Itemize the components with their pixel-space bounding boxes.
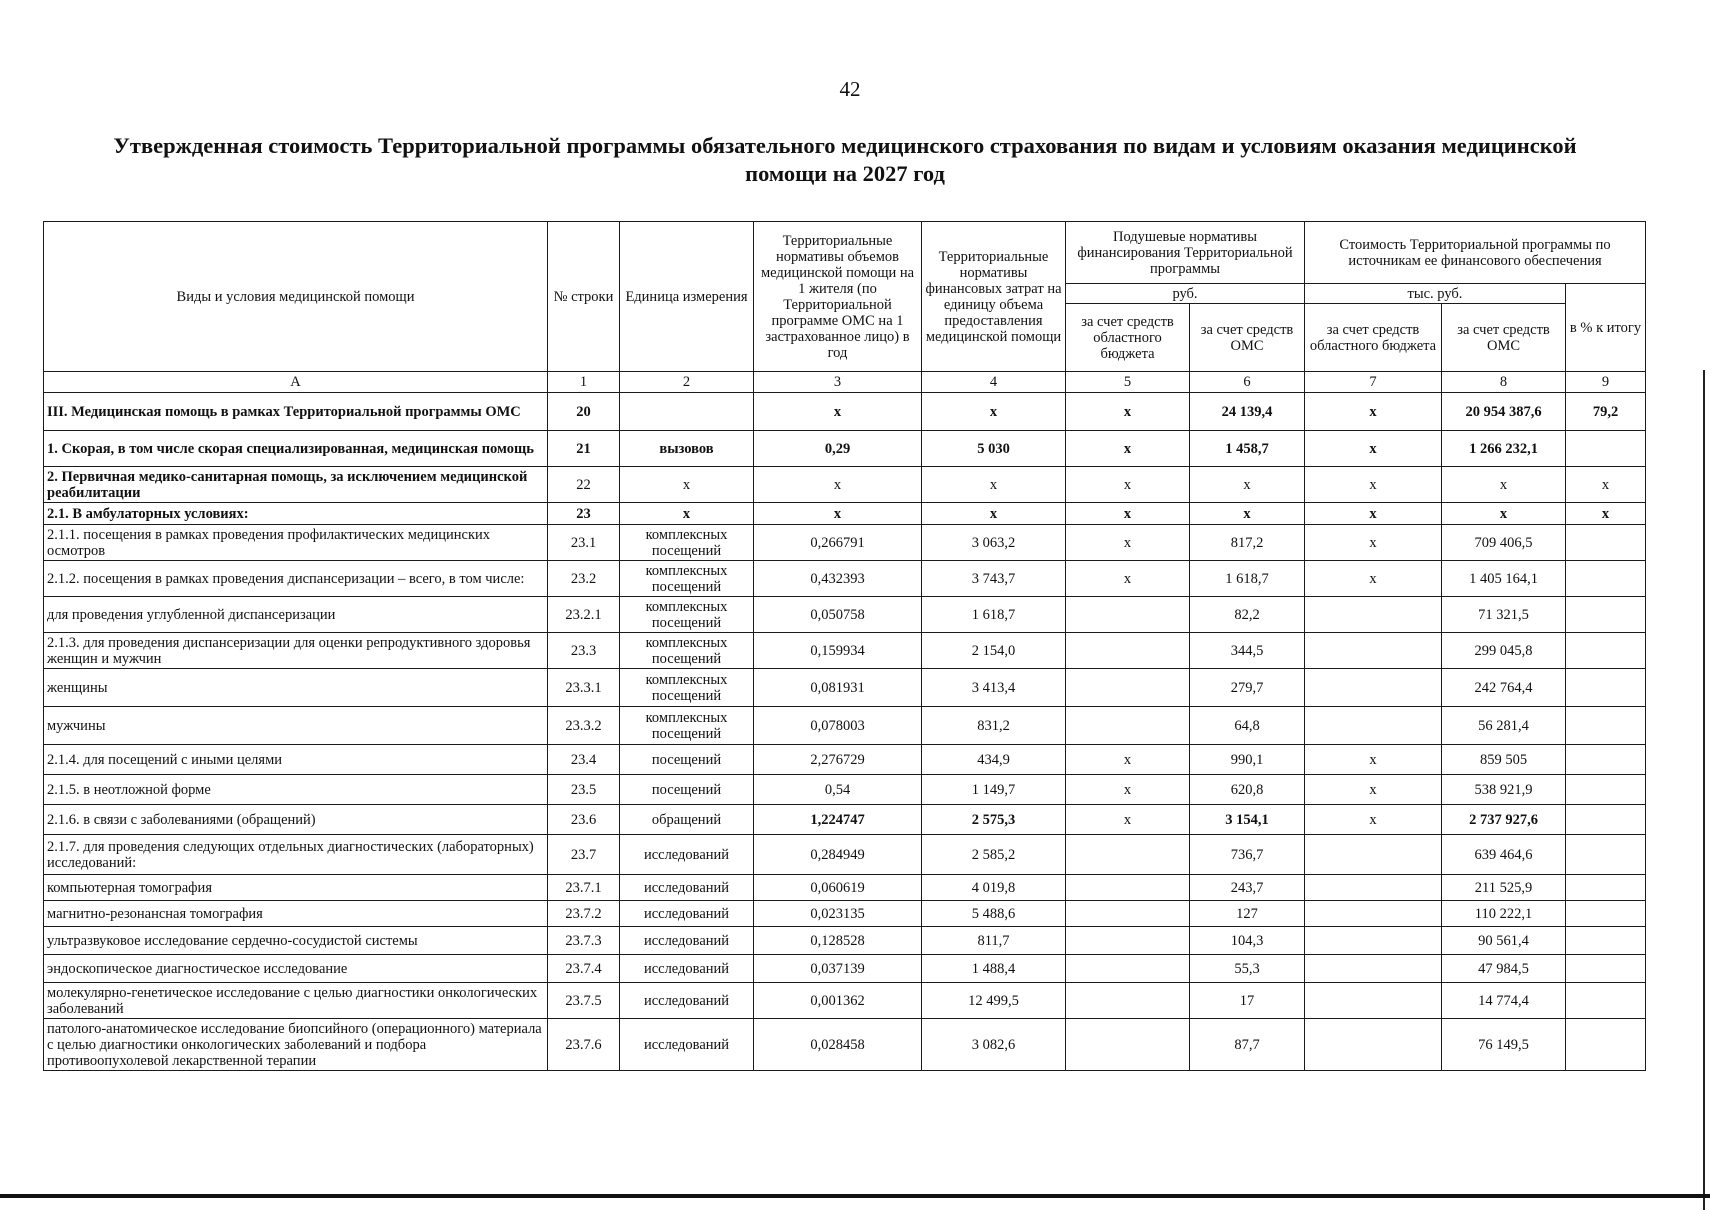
percent-cell <box>1566 561 1646 597</box>
cost-oms-cell: x <box>1442 503 1566 525</box>
header-regional-budget: за счет средств областного бюджета <box>1066 304 1190 372</box>
percapita-budget-cell: x <box>1066 467 1190 503</box>
volume-cell: x <box>754 467 922 503</box>
percapita-oms-cell: 3 154,1 <box>1190 805 1305 835</box>
row-number-cell: 23.3.1 <box>548 669 620 707</box>
table-row <box>44 835 1646 875</box>
header-percent-of-total: в % к итогу <box>1566 284 1646 372</box>
percapita-budget-cell <box>1066 633 1190 669</box>
percent-cell <box>1566 633 1646 669</box>
unit-cell: исследований <box>620 875 754 901</box>
table-row <box>44 875 1646 901</box>
type-cell: 2.1.6. в связи с заболеваниями (обращений) <box>44 805 548 835</box>
percent-cell <box>1566 983 1646 1019</box>
percapita-budget-cell: x <box>1066 745 1190 775</box>
cost-cell: 3 413,4 <box>922 669 1066 707</box>
type-cell: 2.1.1. посещения в рамках проведения профилактических медицинских осмотров <box>44 525 548 561</box>
cost-budget-cell: x <box>1305 503 1442 525</box>
column-number-cell: 5 <box>1066 372 1190 393</box>
cost-oms-cell: 639 464,6 <box>1442 835 1566 875</box>
type-cell: ультразвуковое исследование сердечно-сосудистой системы <box>44 927 548 955</box>
cost-budget-cell <box>1305 875 1442 901</box>
header-types: Виды и условия медицинской помощи <box>44 222 548 372</box>
type-cell: молекулярно-генетическое исследование с целью диагностики онкологических заболеваний <box>44 983 548 1019</box>
percent-cell <box>1566 707 1646 745</box>
scan-bottom-rule <box>0 1194 1710 1198</box>
percapita-oms-cell: 990,1 <box>1190 745 1305 775</box>
type-cell: компьютерная томография <box>44 875 548 901</box>
percent-cell: x <box>1566 503 1646 525</box>
header-per-capita-group: Подушевые нормативы финансирования Территориальной программы <box>1066 222 1305 284</box>
volume-cell: 2,276729 <box>754 745 922 775</box>
percapita-budget-cell: x <box>1066 431 1190 467</box>
table-row <box>44 901 1646 927</box>
percent-cell <box>1566 597 1646 633</box>
percapita-oms-cell: 64,8 <box>1190 707 1305 745</box>
unit-cell: комплексных посещений <box>620 707 754 745</box>
unit-cell: исследований <box>620 955 754 983</box>
cost-budget-cell <box>1305 707 1442 745</box>
header-regional-budget-cost: за счет средств областного бюджета <box>1305 304 1442 372</box>
cost-oms-cell: 299 045,8 <box>1442 633 1566 669</box>
type-cell: магнитно-резонансная томография <box>44 901 548 927</box>
cost-oms-cell: 1 405 164,1 <box>1442 561 1566 597</box>
type-cell: 2.1.5. в неотложной форме <box>44 775 548 805</box>
percapita-budget-cell: x <box>1066 775 1190 805</box>
row-number-cell: 23.2.1 <box>548 597 620 633</box>
table-row <box>44 503 1646 525</box>
percapita-budget-cell <box>1066 927 1190 955</box>
percapita-oms-cell: 82,2 <box>1190 597 1305 633</box>
percapita-oms-cell: 1 458,7 <box>1190 431 1305 467</box>
volume-cell: 0,023135 <box>754 901 922 927</box>
type-cell: 2.1. В амбулаторных условиях: <box>44 503 548 525</box>
cost-cell: 12 499,5 <box>922 983 1066 1019</box>
percapita-oms-cell: 104,3 <box>1190 927 1305 955</box>
volume-cell: 0,050758 <box>754 597 922 633</box>
percent-cell <box>1566 775 1646 805</box>
percent-cell <box>1566 835 1646 875</box>
cost-oms-cell: 71 321,5 <box>1442 597 1566 633</box>
percapita-oms-cell: 344,5 <box>1190 633 1305 669</box>
percent-cell: 79,2 <box>1566 393 1646 431</box>
cost-oms-cell: 709 406,5 <box>1442 525 1566 561</box>
unit-cell: вызовов <box>620 431 754 467</box>
unit-cell: исследований <box>620 983 754 1019</box>
header-cost-norm: Территориальные нормативы финансовых затрат на единицу объема предоставления медицинской помощи <box>922 222 1066 372</box>
type-cell: эндоскопическое диагностическое исследование <box>44 955 548 983</box>
table-row <box>44 431 1646 467</box>
cost-cell: x <box>922 503 1066 525</box>
unit-cell: исследований <box>620 901 754 927</box>
cost-oms-cell: 47 984,5 <box>1442 955 1566 983</box>
cost-budget-cell: x <box>1305 467 1442 503</box>
cost-cell: 3 082,6 <box>922 1019 1066 1071</box>
unit-cell: посещений <box>620 745 754 775</box>
volume-cell: 0,29 <box>754 431 922 467</box>
volume-cell: 0,159934 <box>754 633 922 669</box>
header-row-number: № строки <box>548 222 620 372</box>
column-number-cell: 4 <box>922 372 1066 393</box>
row-number-cell: 21 <box>548 431 620 467</box>
type-cell: 2.1.7. для проведения следующих отдельных диагностических (лабораторных) исследований: <box>44 835 548 875</box>
unit-cell: исследований <box>620 927 754 955</box>
unit-cell: комплексных посещений <box>620 669 754 707</box>
table-row <box>44 597 1646 633</box>
header-volume-norm: Территориальные нормативы объемов медицинской помощи на 1 жителя (по Территориальной программе ОМС на 1 застрахованное лицо) в год <box>754 222 922 372</box>
table-row <box>44 633 1646 669</box>
table-row <box>44 1019 1646 1071</box>
row-number-cell: 20 <box>548 393 620 431</box>
table-row <box>44 745 1646 775</box>
percent-cell <box>1566 745 1646 775</box>
cost-oms-cell: 538 921,9 <box>1442 775 1566 805</box>
cost-budget-cell <box>1305 669 1442 707</box>
volume-cell: 0,060619 <box>754 875 922 901</box>
volume-cell: 0,037139 <box>754 955 922 983</box>
page-number: 42 <box>839 77 861 101</box>
row-number-cell: 23.7.5 <box>548 983 620 1019</box>
cost-budget-cell <box>1305 597 1442 633</box>
volume-cell: 0,028458 <box>754 1019 922 1071</box>
row-number-cell: 23.7.2 <box>548 901 620 927</box>
cost-budget-cell <box>1305 955 1442 983</box>
row-number-cell: 22 <box>548 467 620 503</box>
percapita-oms-cell: 243,7 <box>1190 875 1305 901</box>
column-number-cell: 6 <box>1190 372 1305 393</box>
cost-oms-cell: 76 149,5 <box>1442 1019 1566 1071</box>
percapita-oms-cell: 620,8 <box>1190 775 1305 805</box>
percent-cell <box>1566 875 1646 901</box>
cost-budget-cell: x <box>1305 525 1442 561</box>
percapita-budget-cell <box>1066 983 1190 1019</box>
cost-cell: 811,7 <box>922 927 1066 955</box>
column-number-row <box>44 372 1646 393</box>
cost-oms-cell: 14 774,4 <box>1442 983 1566 1019</box>
unit-cell: комплексных посещений <box>620 633 754 669</box>
percent-cell <box>1566 1019 1646 1071</box>
document-title: Утвержденная стоимость Территориальной программы обязательного медицинского страхования по видам и условиям оказания медицинской помощи на 2027 год <box>113 133 1577 186</box>
cost-cell: 4 019,8 <box>922 875 1066 901</box>
cost-oms-cell: 2 737 927,6 <box>1442 805 1566 835</box>
type-cell: 1. Скорая, в том числе скорая специализированная, медицинская помощь <box>44 431 548 467</box>
percent-cell: x <box>1566 467 1646 503</box>
row-number-cell: 23.2 <box>548 561 620 597</box>
volume-cell: 0,54 <box>754 775 922 805</box>
table-row <box>44 983 1646 1019</box>
unit-cell: комплексных посещений <box>620 561 754 597</box>
header-unit: Единица измерения <box>620 222 754 372</box>
header-oms-cost: за счет средств ОМС <box>1442 304 1566 372</box>
cost-budget-cell: x <box>1305 805 1442 835</box>
cost-cell: x <box>922 393 1066 431</box>
percent-cell <box>1566 955 1646 983</box>
percent-cell <box>1566 525 1646 561</box>
cost-cell: 2 585,2 <box>922 835 1066 875</box>
volume-cell: 0,128528 <box>754 927 922 955</box>
percapita-budget-cell: x <box>1066 525 1190 561</box>
cost-table <box>43 221 1646 1071</box>
table-row <box>44 927 1646 955</box>
unit-cell: x <box>620 503 754 525</box>
unit-cell: исследований <box>620 1019 754 1071</box>
percapita-oms-cell: 87,7 <box>1190 1019 1305 1071</box>
percapita-oms-cell: 17 <box>1190 983 1305 1019</box>
percapita-oms-cell: 279,7 <box>1190 669 1305 707</box>
cost-cell: 1 149,7 <box>922 775 1066 805</box>
cost-cell: 831,2 <box>922 707 1066 745</box>
cost-budget-cell <box>1305 901 1442 927</box>
unit-cell: обращений <box>620 805 754 835</box>
volume-cell: 0,266791 <box>754 525 922 561</box>
row-number-cell: 23.7 <box>548 835 620 875</box>
percapita-budget-cell <box>1066 835 1190 875</box>
type-cell: женщины <box>44 669 548 707</box>
table-row <box>44 393 1646 431</box>
unit-cell <box>620 393 754 431</box>
percent-cell <box>1566 805 1646 835</box>
unit-cell: комплексных посещений <box>620 597 754 633</box>
cost-budget-cell <box>1305 1019 1442 1071</box>
percapita-budget-cell: x <box>1066 561 1190 597</box>
column-number-cell: А <box>44 372 548 393</box>
cost-budget-cell: x <box>1305 745 1442 775</box>
percapita-budget-cell: x <box>1066 393 1190 431</box>
table-row <box>44 561 1646 597</box>
volume-cell: x <box>754 503 922 525</box>
column-number-cell: 7 <box>1305 372 1442 393</box>
table-row <box>44 669 1646 707</box>
cost-budget-cell <box>1305 927 1442 955</box>
unit-cell: исследований <box>620 835 754 875</box>
cost-oms-cell: 242 764,4 <box>1442 669 1566 707</box>
percapita-budget-cell <box>1066 597 1190 633</box>
volume-cell: 0,001362 <box>754 983 922 1019</box>
type-cell: мужчины <box>44 707 548 745</box>
cost-budget-cell: x <box>1305 393 1442 431</box>
cost-oms-cell: 110 222,1 <box>1442 901 1566 927</box>
cost-oms-cell: 20 954 387,6 <box>1442 393 1566 431</box>
column-number-cell: 2 <box>620 372 754 393</box>
table-row <box>44 525 1646 561</box>
column-number-cell: 8 <box>1442 372 1566 393</box>
type-cell: для проведения углубленной диспансеризации <box>44 597 548 633</box>
volume-cell: x <box>754 393 922 431</box>
percapita-oms-cell: x <box>1190 467 1305 503</box>
row-number-cell: 23.5 <box>548 775 620 805</box>
table-row <box>44 805 1646 835</box>
percapita-budget-cell: x <box>1066 805 1190 835</box>
row-number-cell: 23 <box>548 503 620 525</box>
cost-cell: 2 154,0 <box>922 633 1066 669</box>
column-number-row <box>44 372 1646 393</box>
cost-cell: 5 488,6 <box>922 901 1066 927</box>
percapita-budget-cell <box>1066 669 1190 707</box>
percapita-budget-cell <box>1066 901 1190 927</box>
scan-edge-line <box>1703 370 1705 1210</box>
volume-cell: 0,081931 <box>754 669 922 707</box>
cost-cell: 1 488,4 <box>922 955 1066 983</box>
column-number-cell: 3 <box>754 372 922 393</box>
row-number-cell: 23.7.1 <box>548 875 620 901</box>
percapita-budget-cell <box>1066 955 1190 983</box>
percapita-oms-cell: 736,7 <box>1190 835 1305 875</box>
header-oms: за счет средств ОМС <box>1190 304 1305 372</box>
percapita-oms-cell: 24 139,4 <box>1190 393 1305 431</box>
cost-cell: 5 030 <box>922 431 1066 467</box>
row-number-cell: 23.7.4 <box>548 955 620 983</box>
volume-cell: 1,224747 <box>754 805 922 835</box>
row-number-cell: 23.1 <box>548 525 620 561</box>
row-number-cell: 23.3.2 <box>548 707 620 745</box>
table-row <box>44 775 1646 805</box>
cost-cell: 3 743,7 <box>922 561 1066 597</box>
header-unit-thousand-rub: тыс. руб. <box>1305 284 1566 304</box>
cost-oms-cell: 90 561,4 <box>1442 927 1566 955</box>
percent-cell <box>1566 431 1646 467</box>
table-row <box>44 707 1646 745</box>
percapita-budget-cell <box>1066 707 1190 745</box>
unit-cell: комплексных посещений <box>620 525 754 561</box>
cost-oms-cell: 211 525,9 <box>1442 875 1566 901</box>
volume-cell: 0,078003 <box>754 707 922 745</box>
row-number-cell: 23.7.6 <box>548 1019 620 1071</box>
header-unit-rub: руб. <box>1066 284 1305 304</box>
row-number-cell: 23.4 <box>548 745 620 775</box>
cost-budget-cell <box>1305 983 1442 1019</box>
percapita-oms-cell: 817,2 <box>1190 525 1305 561</box>
percent-cell <box>1566 669 1646 707</box>
cost-budget-cell: x <box>1305 431 1442 467</box>
row-number-cell: 23.3 <box>548 633 620 669</box>
percent-cell <box>1566 927 1646 955</box>
percent-cell <box>1566 901 1646 927</box>
table-row <box>44 955 1646 983</box>
cost-budget-cell: x <box>1305 561 1442 597</box>
cost-cell: 1 618,7 <box>922 597 1066 633</box>
cost-cell: 2 575,3 <box>922 805 1066 835</box>
percapita-budget-cell: x <box>1066 503 1190 525</box>
unit-cell: x <box>620 467 754 503</box>
cost-budget-cell: x <box>1305 775 1442 805</box>
percapita-oms-cell: x <box>1190 503 1305 525</box>
table-row <box>44 467 1646 503</box>
volume-cell: 0,284949 <box>754 835 922 875</box>
cost-cell: x <box>922 467 1066 503</box>
table-header <box>44 222 1646 372</box>
cost-oms-cell: x <box>1442 467 1566 503</box>
cost-cell: 434,9 <box>922 745 1066 775</box>
cost-budget-cell <box>1305 835 1442 875</box>
table-body <box>44 393 1646 1071</box>
cost-oms-cell: 56 281,4 <box>1442 707 1566 745</box>
type-cell: III. Медицинская помощь в рамках Территориальной программы ОМС <box>44 393 548 431</box>
row-number-cell: 23.6 <box>548 805 620 835</box>
unit-cell: посещений <box>620 775 754 805</box>
type-cell: 2.1.3. для проведения диспансеризации для оценки репродуктивного здоровья женщин и мужчин <box>44 633 548 669</box>
cost-oms-cell: 1 266 232,1 <box>1442 431 1566 467</box>
percapita-oms-cell: 55,3 <box>1190 955 1305 983</box>
cost-budget-cell <box>1305 633 1442 669</box>
percapita-oms-cell: 1 618,7 <box>1190 561 1305 597</box>
type-cell: 2.1.2. посещения в рамках проведения диспансеризации – всего, в том числе: <box>44 561 548 597</box>
type-cell: патолого-анатомическое исследование биопсийного (операционного) материала с целью диагностики онкологических заболеваний и подбора противоопухолевой лекарственной терапии <box>44 1019 548 1071</box>
column-number-cell: 1 <box>548 372 620 393</box>
percapita-oms-cell: 127 <box>1190 901 1305 927</box>
header-program-cost-group: Стоимость Территориальной программы по источникам ее финансового обеспечения <box>1305 222 1646 284</box>
cost-cell: 3 063,2 <box>922 525 1066 561</box>
percapita-budget-cell <box>1066 875 1190 901</box>
row-number-cell: 23.7.3 <box>548 927 620 955</box>
volume-cell: 0,432393 <box>754 561 922 597</box>
type-cell: 2. Первичная медико-санитарная помощь, за исключением медицинской реабилитации <box>44 467 548 503</box>
percapita-budget-cell <box>1066 1019 1190 1071</box>
cost-oms-cell: 859 505 <box>1442 745 1566 775</box>
type-cell: 2.1.4. для посещений с иными целями <box>44 745 548 775</box>
column-number-cell: 9 <box>1566 372 1646 393</box>
